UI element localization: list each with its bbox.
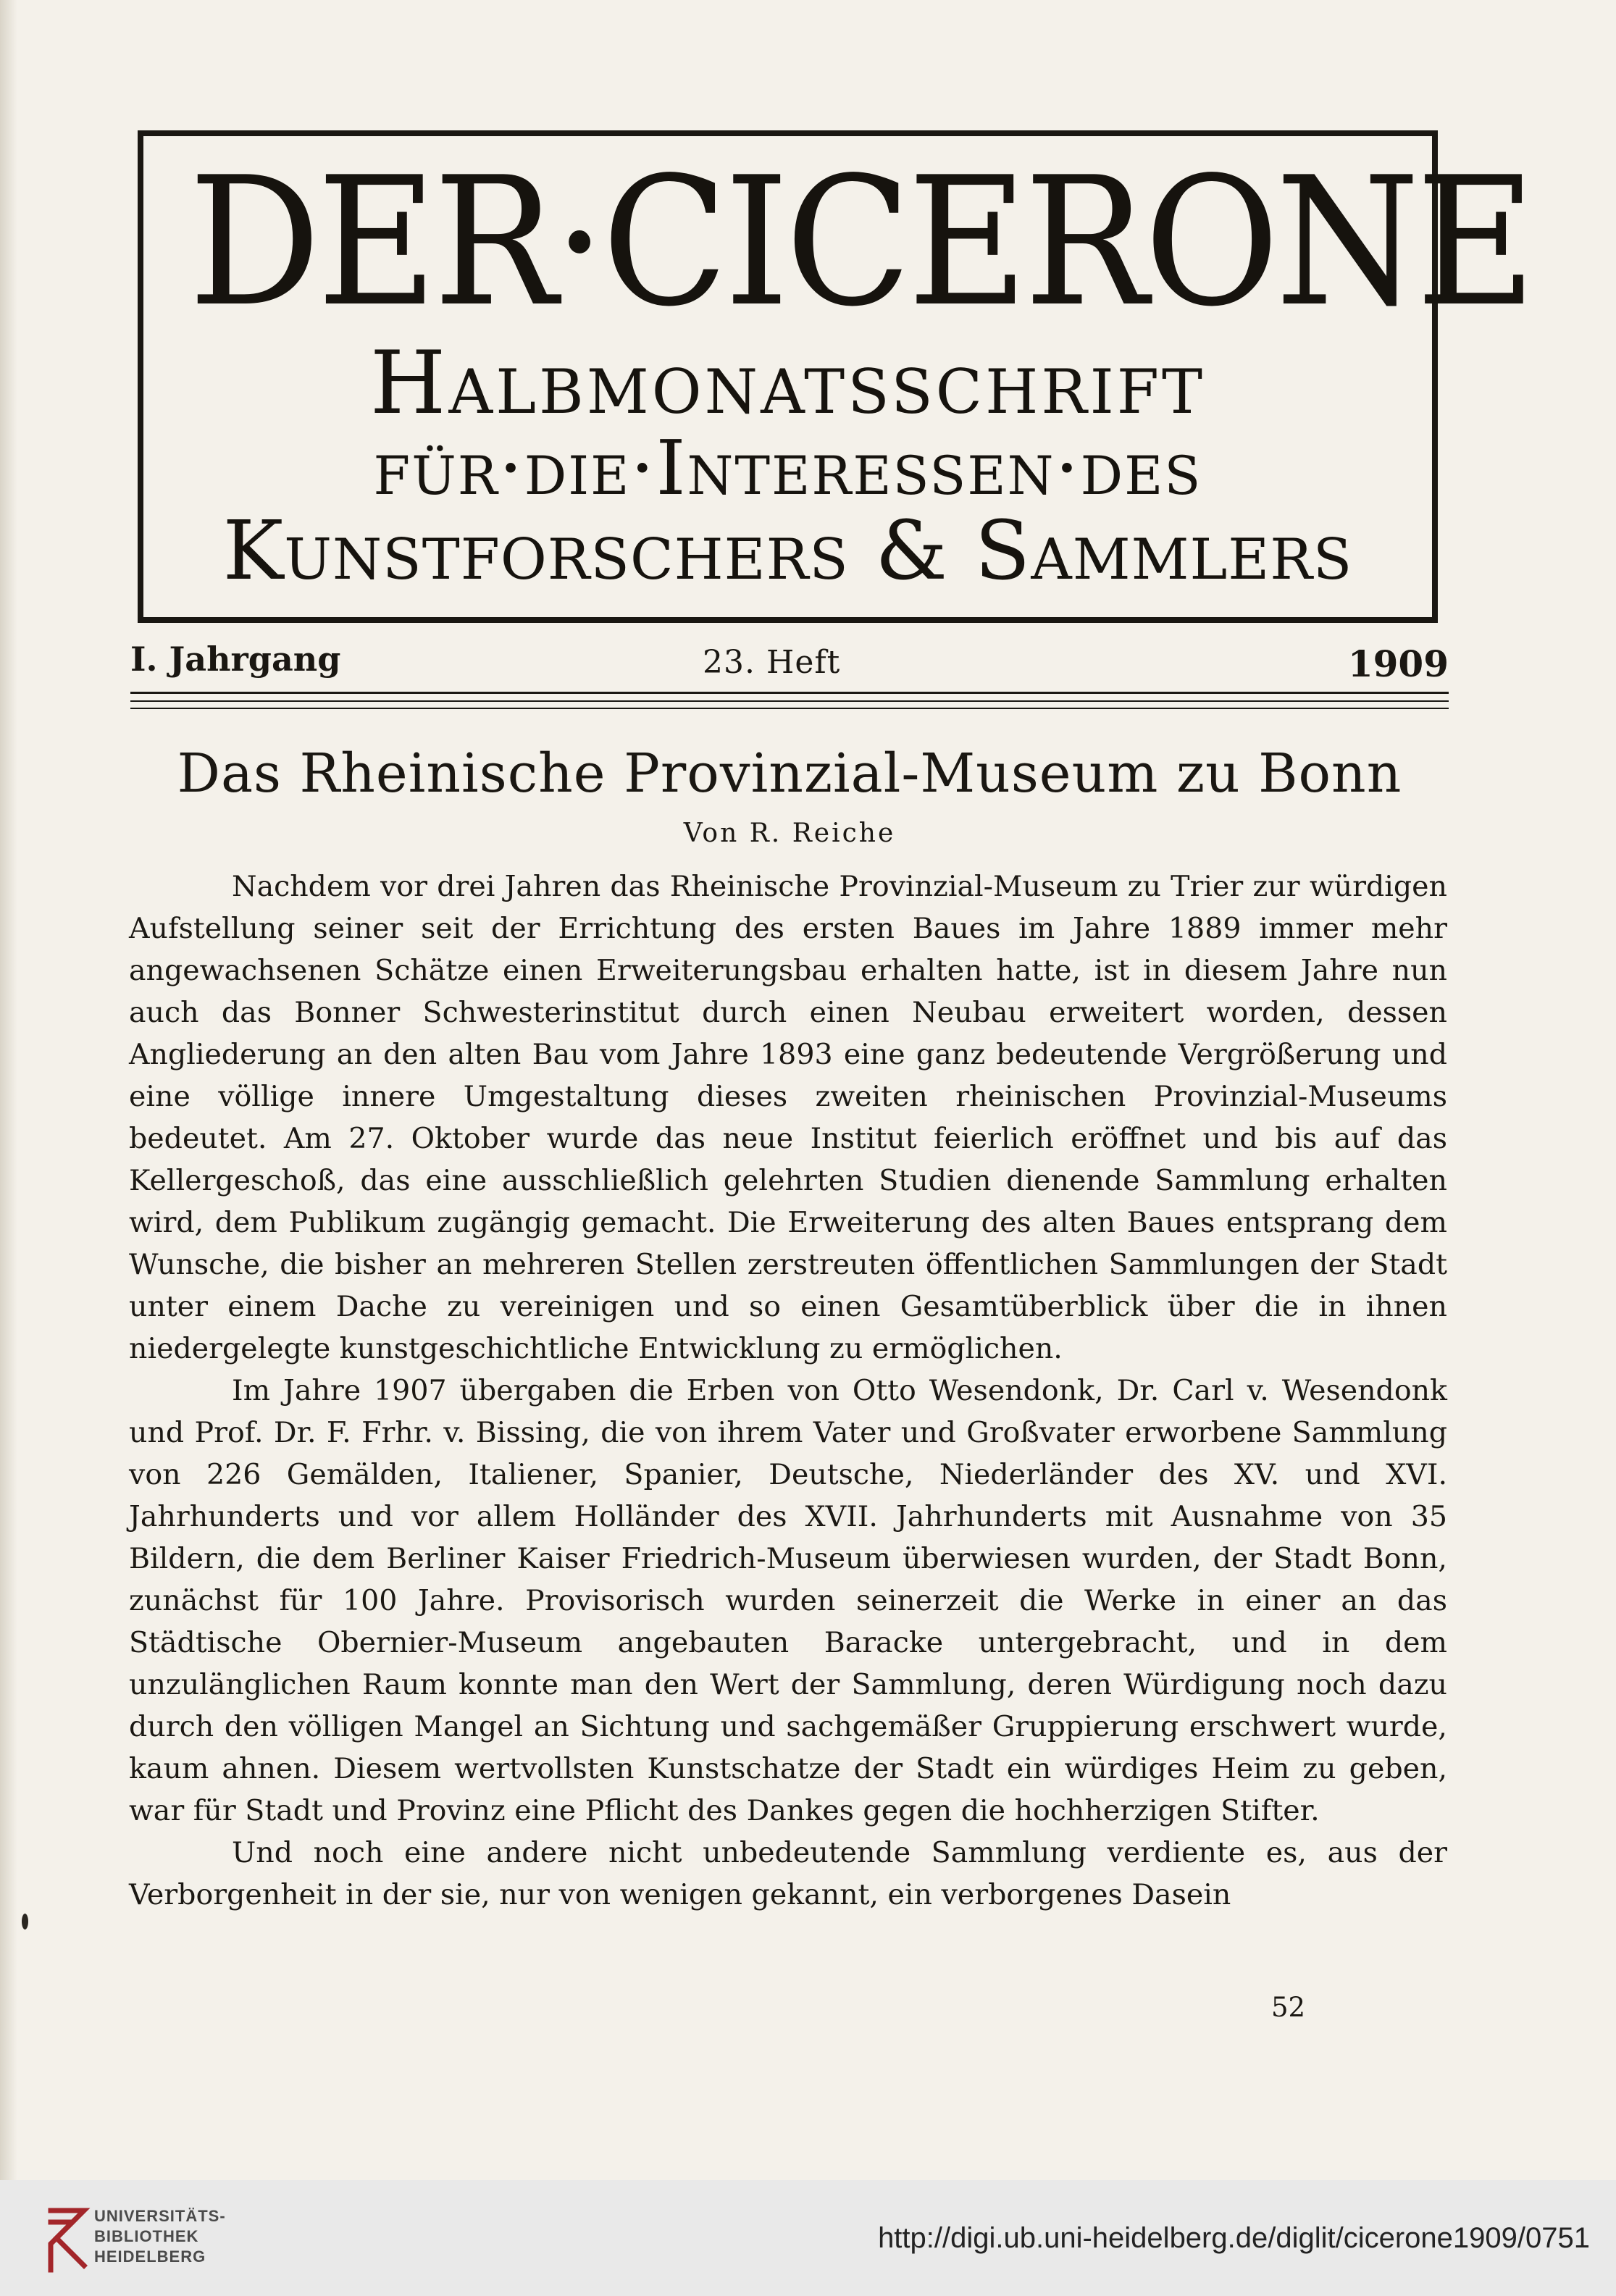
divider-rule [130,708,1449,709]
divider-rule [130,692,1449,694]
article-byline: Von R. Reiche [683,818,896,848]
paragraph: Und noch eine andere nicht unbedeutende Sammlung verdiente es, aus der Verborgenheit in der sie, nur von wenigen gekannt, ein verborgenes Dasein [129,1836,1447,1911]
institution-line: BIBLIOTHEK [94,2227,199,2245]
paragraph: Nachdem vor drei Jahren das Rheinische Provinzial-Museum zu Trier zur würdigen Aufstellung seiner seit der Errichtung des ersten Baues im Jahre 1889 immer mehr angewachsenen Schätze einen Erweiterungsbau erhalten hatte, ist in diesem Jahre nun auch das Bonner Schwesterinstitut durch einen Neubau erweitert worden, dessen Angliederung an den alten Bau vom Jahre 1893 eine ganz bedeutende Vergrößerung und eine völlige innere Umgestaltung dieses zweiten rheinischen Provinzial-Museums bedeutet. Am 27. Oktober wurde das neue Institut feierlich eröffnet und bis auf das Kellergeschoß, das eine ausschließlich gelehrten Studien dienende Sammlung erhalten wird, dem Publikum zugängig gemacht. Die Erweiterung des alten Baues entsprang dem Wunsche, die bisher an mehreren Stellen zerstreuten öffentlichen Sammlungen der Stadt unter einem Dache zu vereinigen und so einen Gesamtüberblick über die in ihnen niedergelegte kunstgeschichtliche Entwicklung zu ermöglichen. [129,870,1447,1365]
institution-line: HEIDELBERG [94,2247,206,2266]
library-logo-icon [43,2200,94,2277]
masthead-subtitle-3: Kunstforschers & Sammlers [222,504,1353,598]
institution-line: UNIVERSITÄTS- [94,2207,226,2225]
masthead-subtitle-1: Halbmonatsschrift [369,333,1206,434]
masthead-subtitle-2: für·die·Interessen·des [373,424,1202,512]
library-footer [0,2180,1616,2296]
issue-volume: I. Jahrgang [130,640,341,679]
page-number: 52 [1271,1992,1306,2023]
issue-number: 23. Heft [703,644,841,681]
institution-name [94,2206,226,2267]
issue-line [130,634,1449,684]
article-title: Das Rheinische Provinzial-Museum zu Bonn [177,742,1402,805]
permalink-url[interactable]: http://digi.ub.uni-heidelberg.de/diglit/cicerone1909/0751 [878,2222,1590,2254]
masthead-title: DER·CICERONE [188,139,1533,345]
issue-year: 1909 [1347,642,1449,685]
divider-rule [130,700,1449,702]
ink-mark [22,1914,28,1930]
paragraph: Im Jahre 1907 übergaben die Erben von Otto Wesendonk, Dr. Carl v. Wesendonk und Prof. Dr. F. Frhr. v. Bissing, die von ihrem Vater und Großvater erworbene Sammlung von 226 Gemälden, Italiener, Spanier, Deutsche, Niederländer des XV. und XVI. Jahrhunderts und vor allem Holländer des XVII. Jahrhunderts mit Ausnahme von 35 Bildern, die dem Berliner Kaiser Friedrich-Museum überwiesen wurden, der Stadt Bonn, zunächst für 100 Jahre. Provisorisch wurden seinerzeit die Werke in einer an das Städtische Obernier-Museum angebauten Baracke untergebracht, und in dem unzulänglichen Raum konnte man den Wert der Sammlung, deren Würdigung noch dazu durch den völligen Mangel an Sichtung und sachgemäßer Gruppierung erschwert wurde, kaum ahnen. Diesem wertvollsten Kunstschatze der Stadt ein würdiges Heim zu geben, war für Stadt und Provinz eine Pflicht des Dankes gegen die hochherzigen Stifter. [129,1374,1447,1827]
article-body [129,866,1447,1916]
page-edge-shadow [0,0,17,2180]
masthead-frame [138,130,1533,623]
